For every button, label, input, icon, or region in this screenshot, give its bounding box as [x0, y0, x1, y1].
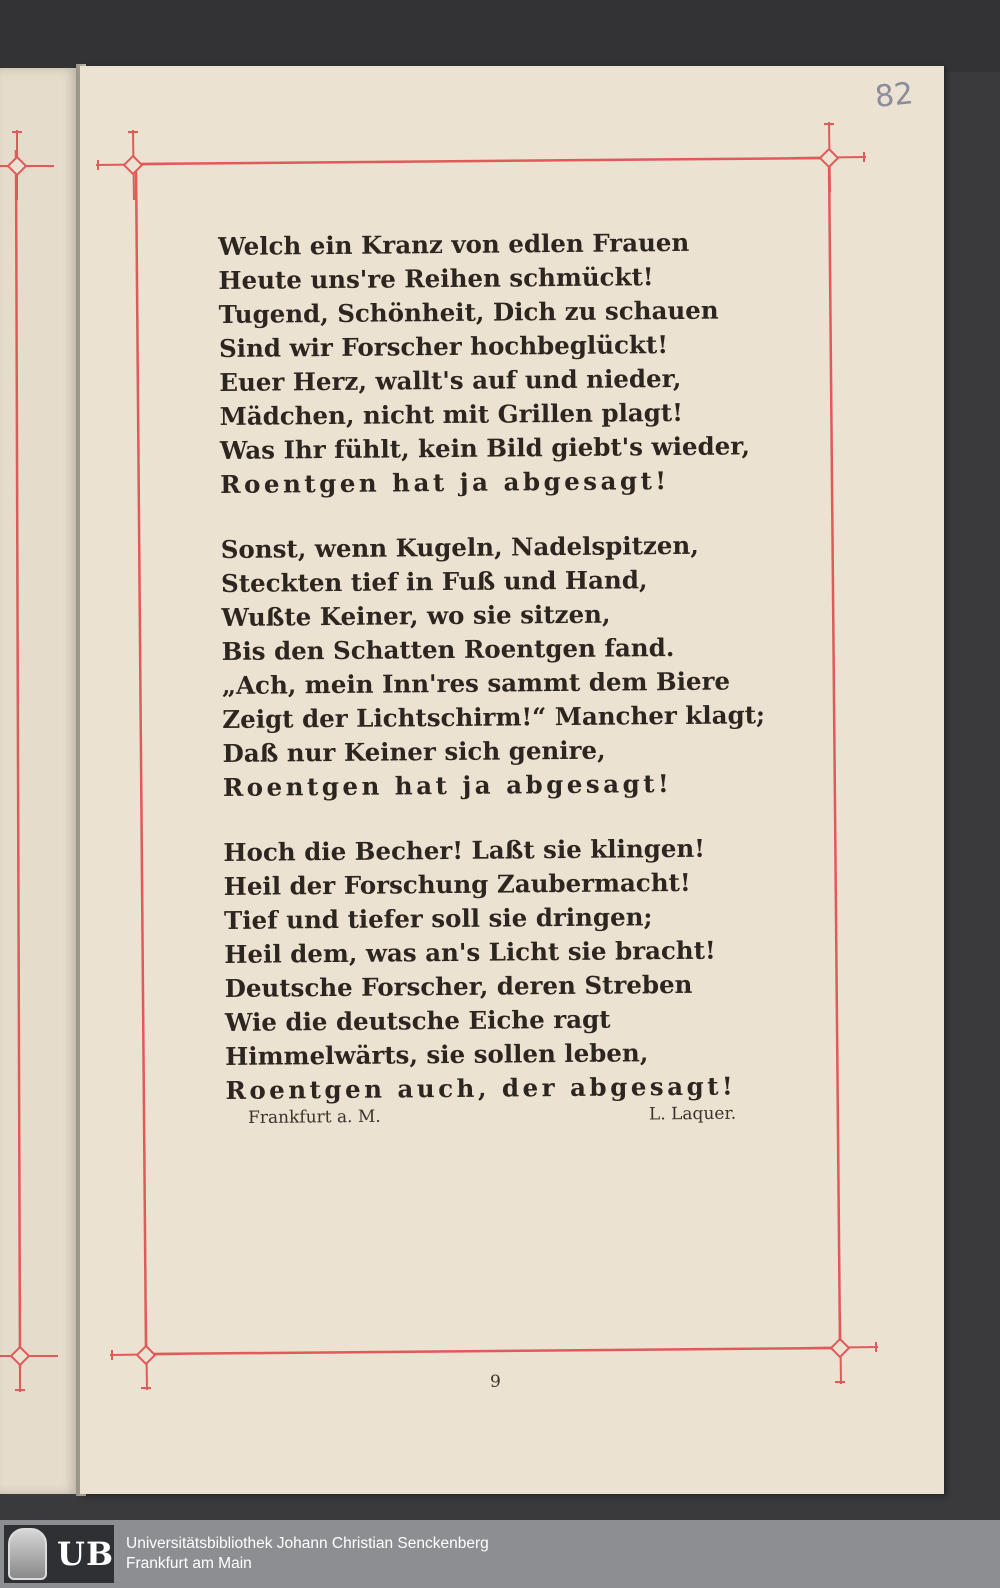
poem-line: Tugend, Schönheit, Dich zu schauen: [218, 295, 719, 329]
poem-line: Hoch die Becher! Laßt sie klingen!: [223, 833, 706, 867]
poem-refrain: Roentgen hat ja abgesagt!: [220, 466, 670, 499]
ub-logo[interactable]: [4, 1525, 114, 1583]
poem-signature: [248, 1104, 736, 1128]
library-footer-bar: [0, 1520, 1000, 1588]
logo-wordmark: UB: [57, 1535, 114, 1573]
author-name: L. Laquer.: [648, 1103, 737, 1125]
poem-line: Bis den Schatten Roentgen fand.: [221, 633, 675, 666]
stanza-2: [221, 528, 783, 805]
poem: [218, 225, 786, 1139]
poem-line: Sonst, wenn Kugeln, Nadelspitzen,: [220, 530, 699, 564]
poem-line: Sind wir Forscher hochbeglückt!: [218, 330, 669, 363]
poem-line: Deutsche Forscher, deren Streben: [224, 969, 693, 1003]
institution-line-2: Frankfurt am Main: [126, 1555, 252, 1572]
poem-line: Steckten tief in Fuß und Hand,: [220, 565, 648, 598]
institution-name: [126, 1534, 489, 1574]
place-line: Frankfurt a. M.: [248, 1106, 381, 1128]
poem-refrain: Roentgen auch, der abgesagt!: [225, 1071, 737, 1105]
page-number: 9: [490, 1372, 501, 1392]
poem-line: Heil der Forschung Zaubermacht!: [223, 867, 691, 901]
facing-page: [0, 68, 78, 1494]
poem-line: Heil dem, was an's Licht sie bracht!: [224, 935, 716, 969]
poem-line: Daß nur Keiner sich genire,: [222, 735, 606, 768]
poem-line: Wie die deutsche Eiche ragt: [224, 1004, 611, 1037]
institution-line-1: Universitätsbibliothek Johann Christian Senckenberg: [126, 1535, 489, 1552]
poem-line: Himmelwärts, sie sollen leben,: [225, 1038, 649, 1071]
stanza-1: [218, 225, 780, 502]
archive-page-mark: 82: [873, 76, 915, 115]
poem-line: „Ach, mein Inn'res sammt dem Biere: [221, 666, 731, 700]
scan-background: [0, 0, 1000, 72]
poem-line: Zeigt der Lichtschirm!“ Mancher klagt;: [222, 700, 766, 734]
poem-line: Wußte Keiner, wo sie sitzen,: [221, 599, 611, 632]
senckenberg-portrait-icon: [8, 1528, 47, 1580]
poem-line: Was Ihr fühlt, kein Bild giebt's wieder,: [219, 431, 751, 465]
poem-line: Euer Herz, wallt's auf und nieder,: [219, 363, 682, 397]
poem-line: Welch ein Kranz von edlen Frauen: [218, 227, 690, 261]
poem-line: Tief und tiefer soll sie dringen;: [223, 902, 653, 935]
poem-line: Heute uns're Reihen schmückt!: [218, 262, 654, 295]
poem-refrain: Roentgen hat ja abgesagt!: [222, 769, 673, 802]
stanza-3: [223, 831, 785, 1108]
poem-line: Mädchen, nicht mit Grillen plagt!: [219, 397, 684, 431]
